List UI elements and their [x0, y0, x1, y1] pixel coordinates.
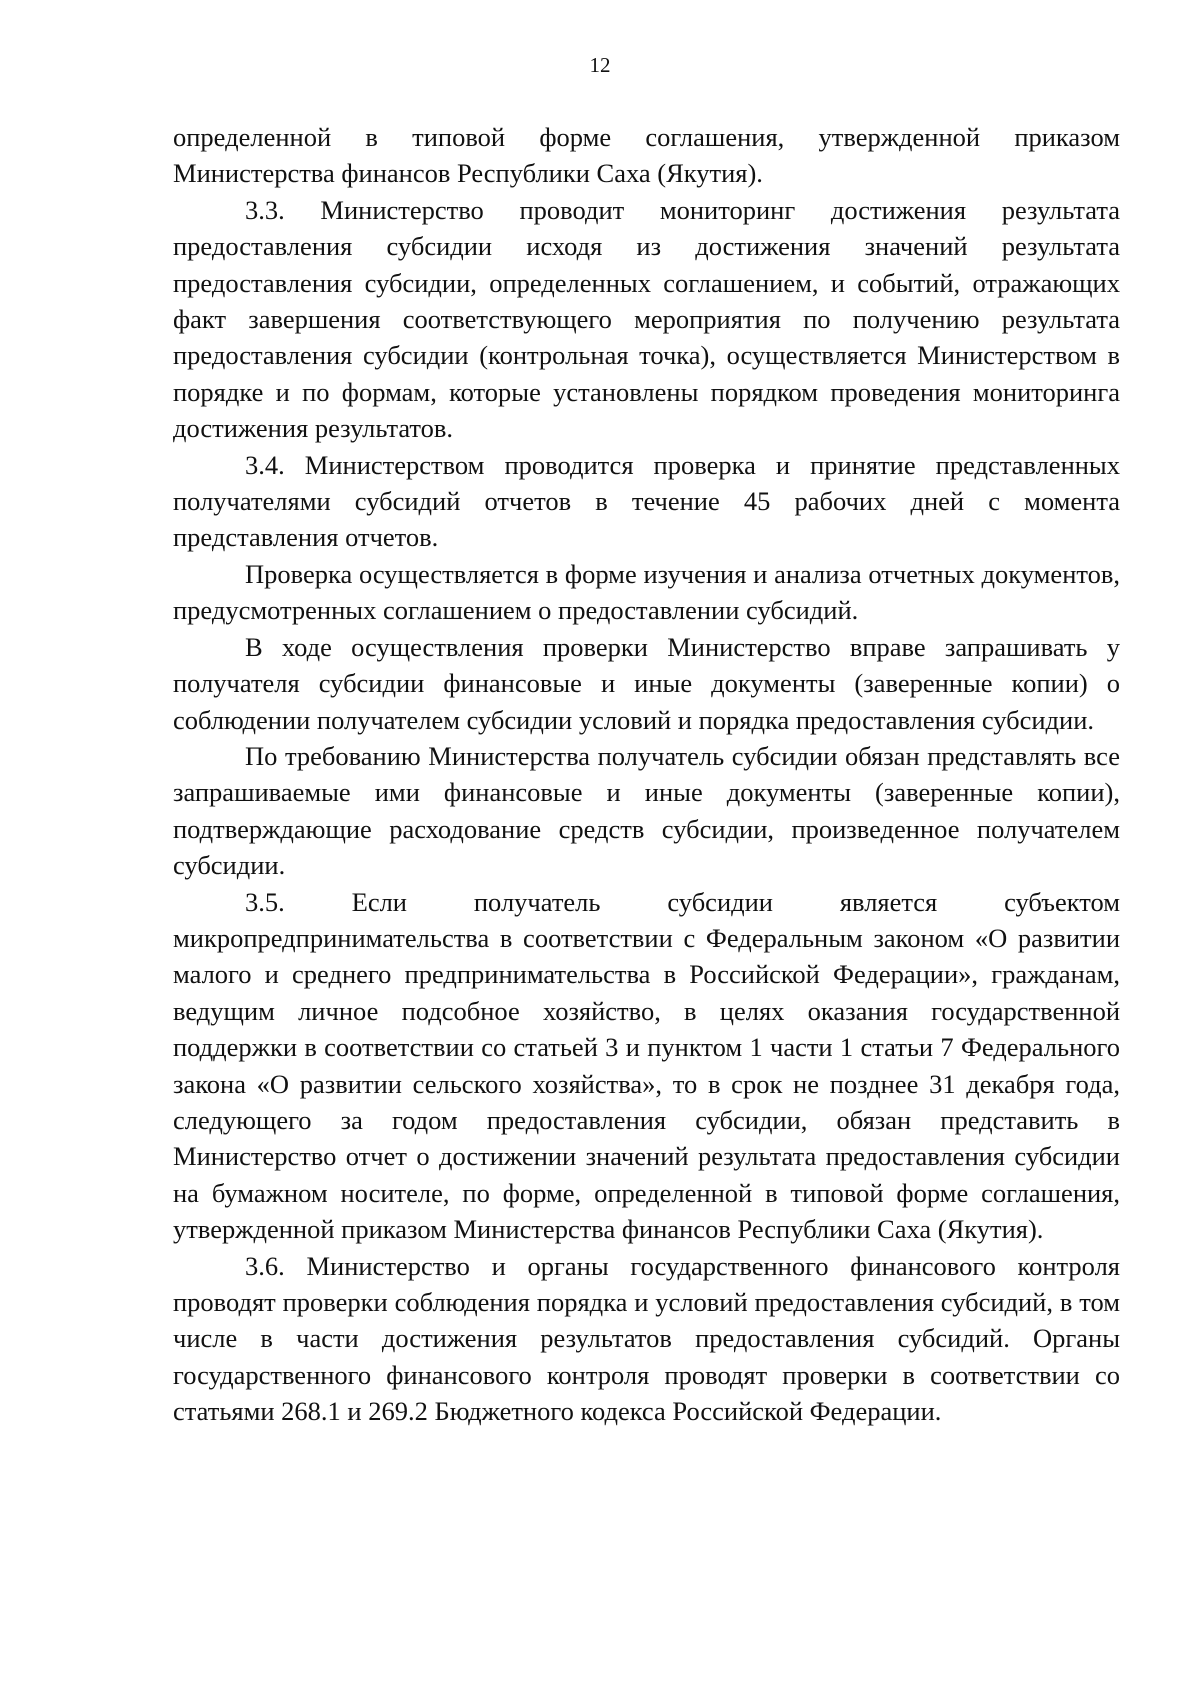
paragraph-recipient-obligation: По требованию Министерства получатель субсидии обязан представлять все запрашиваемые ими финансовые и иные документы (заверенные копии), подтверждающие расходование средств субсидии, произведенное получателем субсидии.	[173, 740, 1120, 881]
paragraph-document-request: В ходе осуществления проверки Министерство вправе запрашивать у получателя субсидии финансовые и иные документы (заверенные копии) о соблюдении получателем субсидии условий и порядка предоставления субсидии.	[173, 631, 1120, 735]
paragraph-verification-form: Проверка осуществляется в форме изучения и анализа отчетных документов, предусмотренных соглашением о предоставлении субсидий.	[173, 558, 1120, 626]
paragraph-3-3: 3.3. Министерство проводит мониторинг достижения результата предоставления субсидии исходя из достижения значений результата предоставления субсидии, определенных соглашением, и событий, отражающих факт завершения соответствующего мероприятия по получению результата предоставления субсидии (контрольная точка), осуществляется Министерством в порядке и по формам, которые установлены порядком проведения мониторинга достижения результатов.	[173, 194, 1120, 444]
paragraph-3-5: 3.5. Если получатель субсидии является субъектом микропредпринимательства в соответствии с Федеральным законом «О развитии малого и среднего предпринимательства в Российской Федерации», гражданам, ведущим личное подсобное хозяйство, в целях оказания государственной поддержки в соответствии со статьей 3 и пунктом 1 части 1 статьи 7 Федерального закона «О развитии сельского хозяйства», то в срок не позднее 31 декабря года, следующего за годом предоставления субсидии, обязан представить в Министерство отчет о достижении значений результата предоставления субсидии на бумажном носителе, по форме, определенной в типовой форме соглашения, утвержденной приказом Министерства финансов Республики Саха (Якутия).	[173, 886, 1120, 1245]
document-body	[173, 119, 1120, 1430]
paragraph-continuation: определенной в типовой форме соглашения, утвержденной приказом Министерства финансов Республики Саха (Якутия).	[173, 122, 1120, 189]
page-number: 12	[589, 53, 611, 77]
paragraph-3-6: 3.6. Министерство и органы государственного финансового контроля проводят проверки соблюдения порядка и условий предоставления субсидий, в том числе в части достижения результатов предоставления субсидий. Органы государственного финансового контроля проводят проверки в соответствии со статьями 268.1 и 269.2 Бюджетного кодекса Российской Федерации.	[173, 1250, 1120, 1427]
paragraph-3-4: 3.4. Министерством проводится проверка и принятие представленных получателями субсидий отчетов в течение 45 рабочих дней с момента представления отчетов.	[173, 449, 1120, 553]
